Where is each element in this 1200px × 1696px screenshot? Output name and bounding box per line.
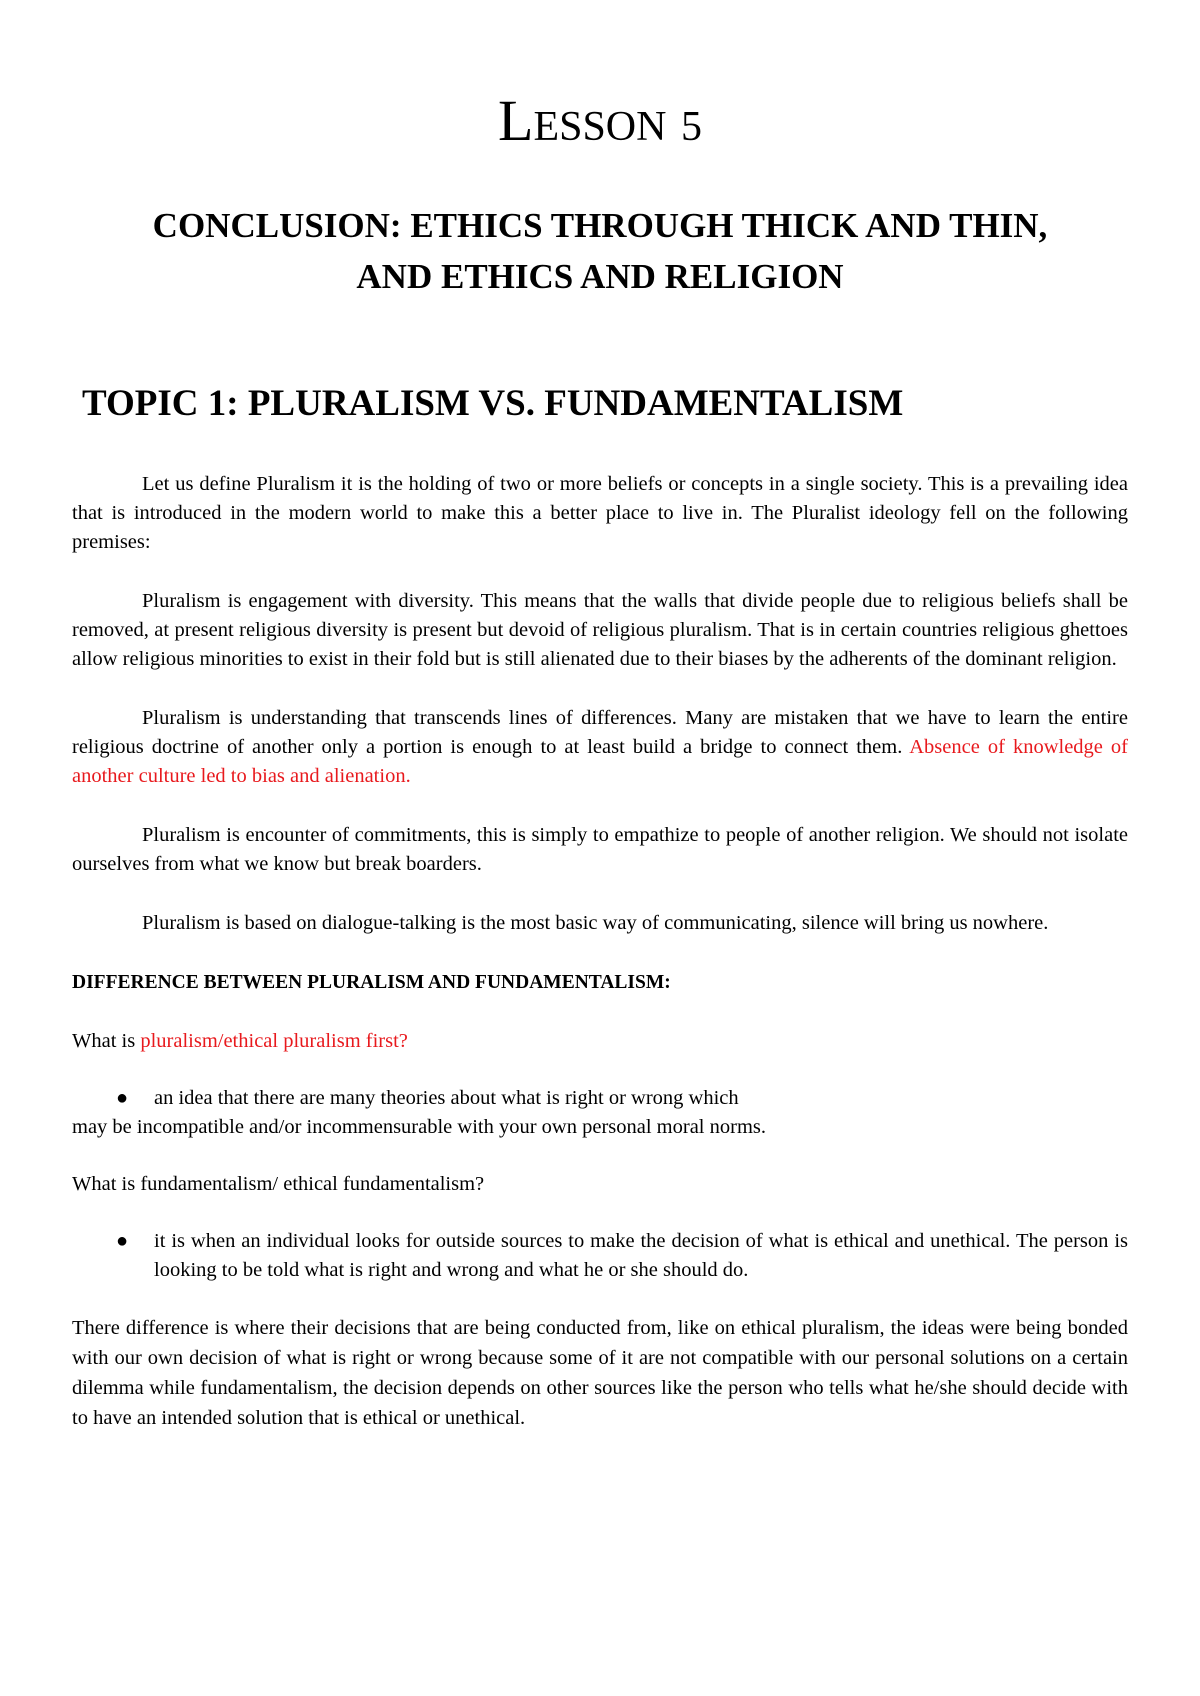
paragraph-dialogue: Pluralism is based on dialogue-talking is the most basic way of communicating, silence will bring us nowhere. [142, 912, 1049, 934]
lesson-title-rest: ESSON [533, 104, 667, 150]
question-fundamentalism: What is fundamentalism/ ethical fundamentalism? [72, 1173, 485, 1195]
bullet-fundamentalism-text: it is when an individual looks for outside sources to make the decision of what is ethical and unethical. The person is looking to be told what is right and wrong and what he or she should do. [154, 1230, 1128, 1281]
bullet-pluralism [72, 1084, 1128, 1142]
lesson-number: 5 [680, 104, 702, 150]
paragraph-engagement: Pluralism is engagement with diversity. This means that the walls that divide people due to religious beliefs shall be removed, at present religious diversity is present but devoid of religious pluralism. That is in certain countries religious ghettoes allow religious minorities to exist in their fold but is still alienated due to their biases by the adherents of the dominant religion. [72, 590, 1128, 670]
difference-heading: DIFFERENCE BETWEEN PLURALISM AND FUNDAMENTALISM: [72, 972, 671, 993]
paragraph-understanding [72, 704, 1128, 791]
topic-title: TOPIC 1: PLURALISM VS. FUNDAMENTALISM [82, 383, 904, 424]
bullet-dot-icon: ● [116, 1230, 129, 1252]
paragraph-difference: There difference is where their decisions that are being conducted from, like on ethical pluralism, the ideas were being bonded with our own decision of what is right or wrong because some of it are not compatible with our personal solutions on a certain dilemma while fundamentalism, the decision depends on other sources like the person who tells what he/she should decide with to have an intended solution that is ethical or unethical. [72, 1317, 1128, 1429]
main-title-line1: CONCLUSION: ETHICS THROUGH THICK AND THIN, [152, 206, 1048, 245]
question-pluralism [72, 1027, 1128, 1056]
bullet-pluralism-text: an idea that there are many theories about what is right or wrong which [154, 1087, 739, 1109]
paragraph-understanding-text: Pluralism is understanding that transcends lines of differences. Many are mistaken that we have to learn the entire religious doctrine of another only a portion is enough to at least build a bridge to connect them. [72, 707, 1128, 758]
lesson-title [0, 86, 1200, 162]
paragraph-definition: Let us define Pluralism it is the holding of two or more beliefs or concepts in a single society. This is a prevailing idea that is introduced in the modern world to make this a better place to live in. The Pluralist ideology fell on the following premises: [72, 473, 1128, 553]
bullet-dot-icon: ● [116, 1087, 129, 1109]
paragraph-commitments: Pluralism is encounter of commitments, this is simply to empathize to people of another religion. We should not isolate ourselves from what we know but break boarders. [72, 824, 1128, 875]
lesson-title-initial: L [498, 88, 534, 153]
main-title [60, 200, 1140, 302]
question-pluralism-highlight: pluralism/ethical pluralism first? [140, 1030, 408, 1052]
bullet-pluralism-line2: may be incompatible and/or incommensurable with your own personal moral norms. [72, 1116, 766, 1138]
bullet-fundamentalism-item [72, 1227, 1128, 1285]
main-title-line2: AND ETHICS AND RELIGION [356, 257, 844, 296]
document-body [72, 470, 1128, 1433]
bullet-fundamentalism [72, 1227, 1128, 1285]
highlighted-sentence: Absence of knowledge of another culture led to bias and alienation. [72, 736, 1128, 787]
bullet-pluralism-line1 [72, 1084, 1128, 1113]
question-pluralism-prefix: What is [72, 1030, 141, 1052]
